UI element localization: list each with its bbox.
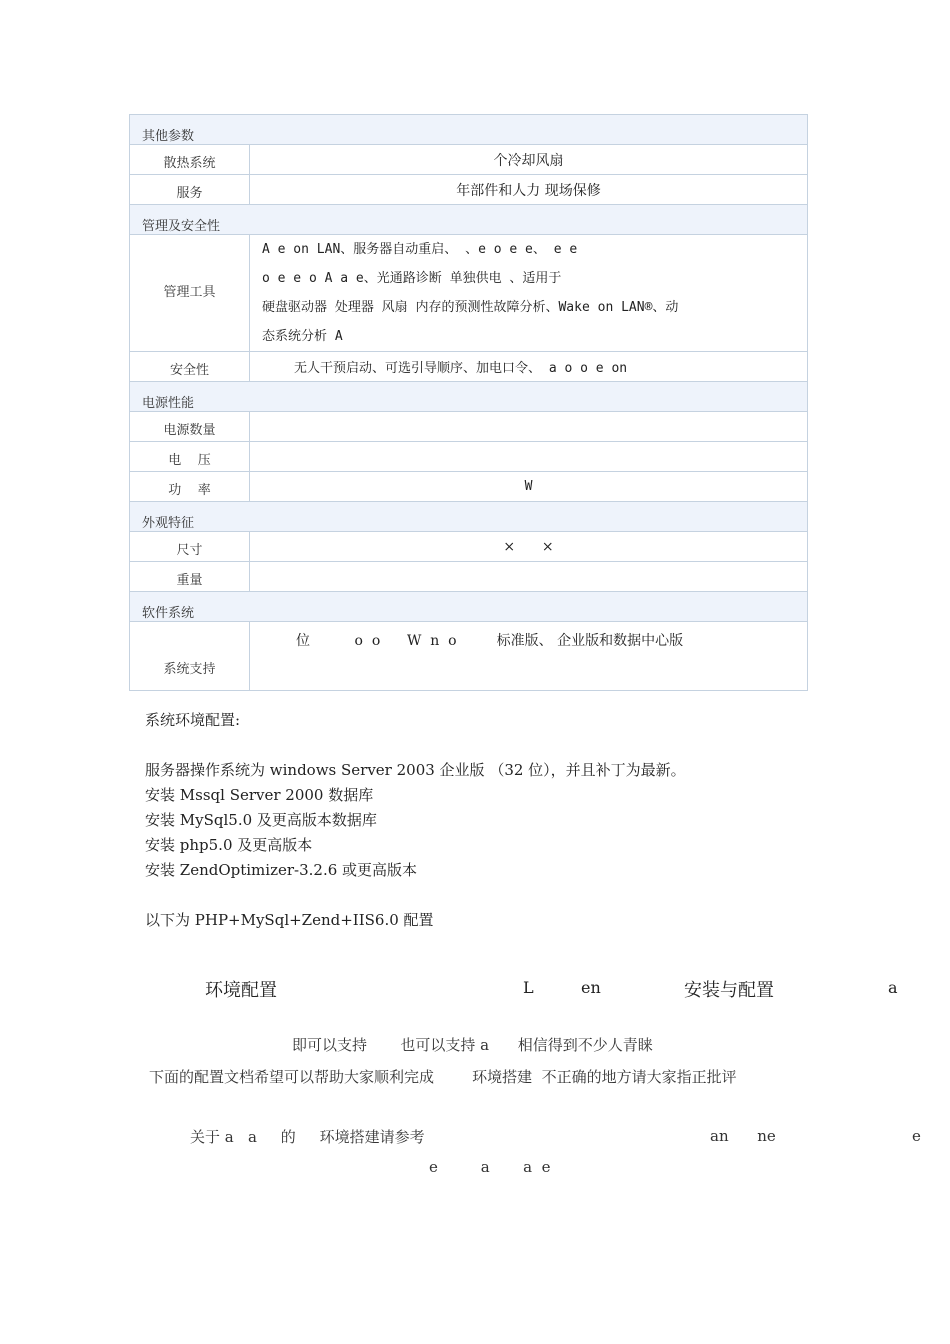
table-row (130, 235, 808, 352)
row-label: 功 率 (130, 472, 250, 502)
row-label: 安全性 (130, 352, 250, 382)
row-value: 无人干预启动、可选引导顺序、加电口令、 a o o e on (250, 352, 808, 382)
section-title: 其他参数 (130, 115, 808, 145)
section-header (130, 592, 808, 622)
spec-table (129, 114, 808, 691)
table-row (130, 532, 808, 562)
mgmt-line: o e e o A a e、光通路诊断 单独供电 、适用于 (262, 271, 562, 286)
row-value: × × (250, 532, 808, 562)
article-title-part: en (581, 978, 601, 997)
env-heading: 系统环境配置: (145, 711, 241, 729)
section-header (130, 115, 808, 145)
env-line: 安装 Mssql Server 2000 数据库 (145, 786, 374, 804)
row-label: 尺寸 (130, 532, 250, 562)
env-line: 安装 ZendOptimizer-3.2.6 或更高版本 (145, 861, 418, 879)
article-paragraph: e (912, 1127, 921, 1145)
article-title-part: 安装与配置 (684, 980, 774, 1001)
table-row (130, 472, 808, 502)
row-label: 系统支持 (130, 622, 250, 691)
article-title-part: L (523, 978, 534, 997)
env-line: 安装 php5.0 及更高版本 (145, 836, 313, 854)
section-header (130, 205, 808, 235)
mgmt-line: 态系统分析 A (262, 329, 343, 344)
row-label: 电 压 (130, 442, 250, 472)
section-title: 外观特征 (130, 502, 808, 532)
table-row (130, 622, 808, 691)
article-title-part: 环境配置 (205, 980, 277, 1001)
table-row (130, 175, 808, 205)
row-value: 年部件和人力 现场保修 (250, 175, 808, 205)
article-title-part: a (888, 978, 898, 997)
article-paragraph: an ne (710, 1127, 776, 1145)
table-row (130, 352, 808, 382)
section-header (130, 382, 808, 412)
env-footer: 以下为 PHP+MySql+Zend+IIS6.0 配置 (145, 911, 434, 929)
row-label: 管理工具 (130, 235, 250, 352)
article-paragraph: 即可以支持 也可以支持 a 相信得到不少人青睐 (292, 1036, 653, 1054)
mgmt-tools-value (250, 235, 808, 352)
table-row (130, 442, 808, 472)
env-line: 安装 MySql5.0 及更高版本数据库 (145, 811, 377, 829)
article-paragraph: 下面的配置文档希望可以帮助大家顺利完成 环境搭建 不正确的地方请大家指正批评 (149, 1068, 737, 1086)
section-title: 软件系统 (130, 592, 808, 622)
row-value (250, 442, 808, 472)
section-title: 管理及安全性 (130, 205, 808, 235)
article-paragraph: 关于 a a 的 环境搭建请参考 (190, 1128, 425, 1146)
table-row (130, 145, 808, 175)
row-label: 散热系统 (130, 145, 250, 175)
row-value: 位 o o W n o 标准版、 企业版和数据中心版 (250, 622, 808, 691)
env-line: 服务器操作系统为 windows Server 2003 企业版 （32 位），并且补丁为最新。 (145, 761, 686, 779)
row-value (250, 562, 808, 592)
section-title: 电源性能 (130, 382, 808, 412)
mgmt-line: A e on LAN、服务器自动重启、 、e o e e、 e e (262, 242, 578, 257)
row-label: 电源数量 (130, 412, 250, 442)
row-value (250, 412, 808, 442)
section-header (130, 502, 808, 532)
mgmt-line: 硬盘驱动器 处理器 风扇 内存的预测性故障分析、Wake on LAN®、动 (262, 300, 679, 315)
row-label: 重量 (130, 562, 250, 592)
table-row (130, 412, 808, 442)
row-label: 服务 (130, 175, 250, 205)
row-value: 个冷却风扇 (250, 145, 808, 175)
article-paragraph: e a a e (429, 1158, 551, 1176)
row-value: W (250, 472, 808, 502)
table-row (130, 562, 808, 592)
